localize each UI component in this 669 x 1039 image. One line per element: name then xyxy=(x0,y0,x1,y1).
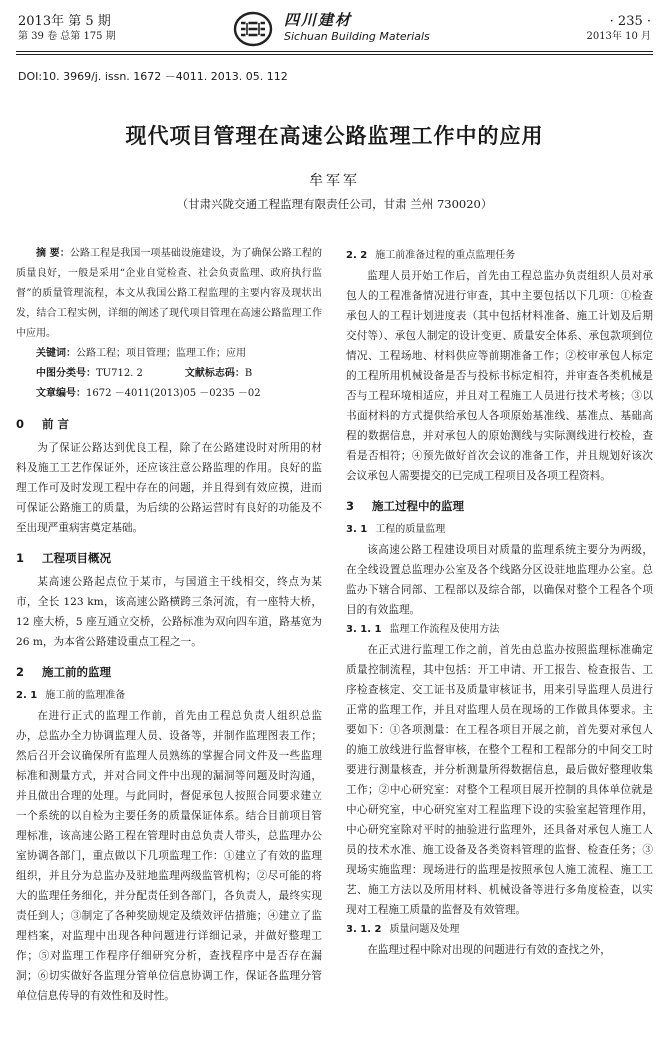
subsection-heading-3-1-2: 3. 1. 2 质量问题及处理 xyxy=(346,924,460,935)
journal-title-en: Sichuan Building Materials xyxy=(284,30,430,43)
abstract-text: 公路工程是我国一项基础设施建设，为了确保公路工程的质量良好，一般是采用“企业自觉检查、社会负责监理、政府执行监督”的质量管理流程，本文从我国公路工程监理的主要内容及现状出发，结合工程实例，详细的阐述了现代项目管理在高速公路监理工作中应用。 xyxy=(16,248,322,339)
clc-text: TU712. 2 xyxy=(96,368,143,379)
article-id-label: 文章编号： xyxy=(36,388,86,399)
section-0-paragraph: 为了保证公路达到优良工程，除了在公路建设时对所用的材料及施工工艺作保证外，还应该注意公路监理的作用。良好的监理工作可及时发现工程中存在的问题，并且得到有效应摸，进而可保证公路施工的质量，为后续的公路运营时有良好的功能及不至出现严重病害奠定基础。 xyxy=(16,442,322,534)
keywords-label: 关键词： xyxy=(36,348,76,359)
doc-code-text: B xyxy=(244,368,253,379)
issue-label: 2013年 第 5 期 xyxy=(18,14,111,29)
journal-logo-icon xyxy=(233,10,273,48)
author: 牟军军 xyxy=(309,173,360,189)
article-title: 现代项目管理在高速公路监理工作中的应用 xyxy=(125,124,544,148)
keywords-text: 公路工程；项目管理；监理工作；应用 xyxy=(76,348,246,359)
subsection-heading-3-1-1: 3. 1. 1 监理工作流程及使用方法 xyxy=(346,624,500,635)
doi: DOI:10. 3969/j. issn. 1672 －4011. 2013. 05. 112 xyxy=(18,70,288,83)
section-heading-0: 0 前 言 xyxy=(16,417,70,431)
abstract xyxy=(16,244,322,344)
affiliation: （甘肃兴陇交通工程监理有限责任公司，甘肃 兰州 730020） xyxy=(176,197,493,211)
subsection-heading-3-1: 3. 1 工程的质量监理 xyxy=(346,524,446,535)
issue-date: 2013年 10 月 xyxy=(586,31,651,42)
article-id xyxy=(16,384,322,404)
abstract-label: 摘 要： xyxy=(36,248,70,259)
subsection-3-1-2-paragraph: 在监理过程中除对出现的问题进行有效的查找之外， xyxy=(367,944,611,956)
subsection-3-1-paragraph: 该高速公路工程建设项目对质量的监理系统主要分为两级，在全线设置总监理办公室及各个线路分区设驻地监理办公室。总监办下辖合同部、工程部以及综合部，以确保对整个工程各个项目的有效监理。 xyxy=(346,544,653,616)
section-heading-2: 2 施工前的监理 xyxy=(16,665,111,679)
subsection-2-1-paragraph: 在进行正式的监理工作前，首先由工程总负责人组织总监办，总监办全力协调监理人员、设备等，并制作监理图表工作；然后召开会议确保所有监理人员熟练的掌握合同文件及一些监理标准和测量方式，并对合同文件中出现的漏洞等问题及时沟通，并且做出合理的处理。与此同时，督促承包人按照合同要求建立一个系统的以自检为主要任务的质量保证体系。结合目前项目管理标准，该高速公路工程在管理时由总负责人带头，总监理办公室协调各部门，重点做以下几项监理工作：①建立了有效的监理组织，并且分为总监办及驻地监理两级监管机构；②尽可能的将大的监理任务细化，并分配责任到各部门，各负责人，最终实现责任到人；③制定了各种奖励规定及绩效评估措施；④建立了监理档案，对监理中出现各种问题进行详细记录，并做好整理工作；⑤对监理工作程序仔细研究分析，查找程序中是否存在漏洞；⑥切实做好各监理分管单位信息协调工作，保证各监理分管单位信息传导的有效性和及时性。 xyxy=(16,710,322,1002)
header-rule-2 xyxy=(16,54,653,55)
subsection-2-2-paragraph: 监理人员开始工作后，首先由工程总监办负责组织人员对承包人的工程准备情况进行审查，其中主要包括以下几项：①检查承包人的工程计划进度表（其中包括材料准备、施工计划及后期交付等）、承包人制定的设计变更、质量安全体系、承包款项到位情况、工程场地、材料供应等前期准备工作；②校审承包人标定的工程所用机械设备是否与投标书标定相符，并审查各类机械是否与工程环境相适应，并且对工程施工人员进行技术考核；③以书面材料的方式提供给承包人各项原始基准线、基准点、基础高程的数据信息，并对承包人的原始测线与实际测线进行校检，查看是否相符；④预先做好首次会议的准备工作，并且规划好该次会议承包人需要提交的已完成工程项目及各项工程资料。 xyxy=(346,270,653,482)
right-column xyxy=(346,244,653,960)
doc-code-label: 文献标志码： xyxy=(184,368,245,379)
keywords xyxy=(16,344,322,364)
section-heading-1: 1 工程项目概况 xyxy=(16,551,111,565)
header-rule xyxy=(16,51,653,52)
section-1-paragraph: 某高速公路起点位于某市，与国道主干线相交，终点为某市，全长 123 km，该高速公路横跨三条河流，有一座特大桥，12 座大桥，5 座互通立交桥，公路标准为双向四车道，路基宽为 26 m，为本省公路建设重点工程之一。 xyxy=(16,576,322,648)
article-id-text: 1672 －4011(2013)05 －0235 －02 xyxy=(86,388,261,399)
classification-line xyxy=(16,364,322,384)
subsection-heading-2-1: 2. 1 施工前的监理准备 xyxy=(16,690,126,701)
clc-label: 中图分类号： xyxy=(36,368,96,379)
running-header-right xyxy=(586,14,651,44)
running-header-left xyxy=(18,14,116,44)
journal-title-cn: 四川建材 xyxy=(284,11,353,29)
section-heading-3: 3 施工过程中的监理 xyxy=(346,499,464,513)
volume-label: 第 39 卷 总第 175 期 xyxy=(18,31,116,42)
page-number: · 235 · xyxy=(609,14,651,29)
left-column xyxy=(16,244,322,1006)
subsection-3-1-1-paragraph: 在正式进行监理工作之前，首先由总监办按照监理标准确定质量控制流程，其中包括：开工申请、开工报告、检查报告、工序检查核定、交工证书及质量审核证书，用来引导监理人员进行正常的监理工作，并且对监理人员在现场的工作做具体要求。主要如下：①各项测量：在工程各项目开展之前，首先要对承包人的施工放线进行监督审核，在整个工程和工程部分的中间交工时要进行测量核查，并分析测量所得数据信息，最后做好整理收集工作；②中心研究室：对整个工程项目展开控制的具体单位就是中心研究室，中心研究室对工程监理下设的实验室起管理作用，中心研究室除对平时的抽验进行监理外，还具备对承包人施工人员的技术水准、施工设备及各类资料管理的监督、检查任务；③现场实施监理：现场进行的监理是按照承包人施工流程、施工工艺、施工方法以及所用材料、机械设备等进行多角度检查，以实现对工程施工质量的监督及有效管理。 xyxy=(346,644,653,916)
subsection-heading-2-2: 2. 2 施工前准备过程的重点监理任务 xyxy=(346,250,516,261)
